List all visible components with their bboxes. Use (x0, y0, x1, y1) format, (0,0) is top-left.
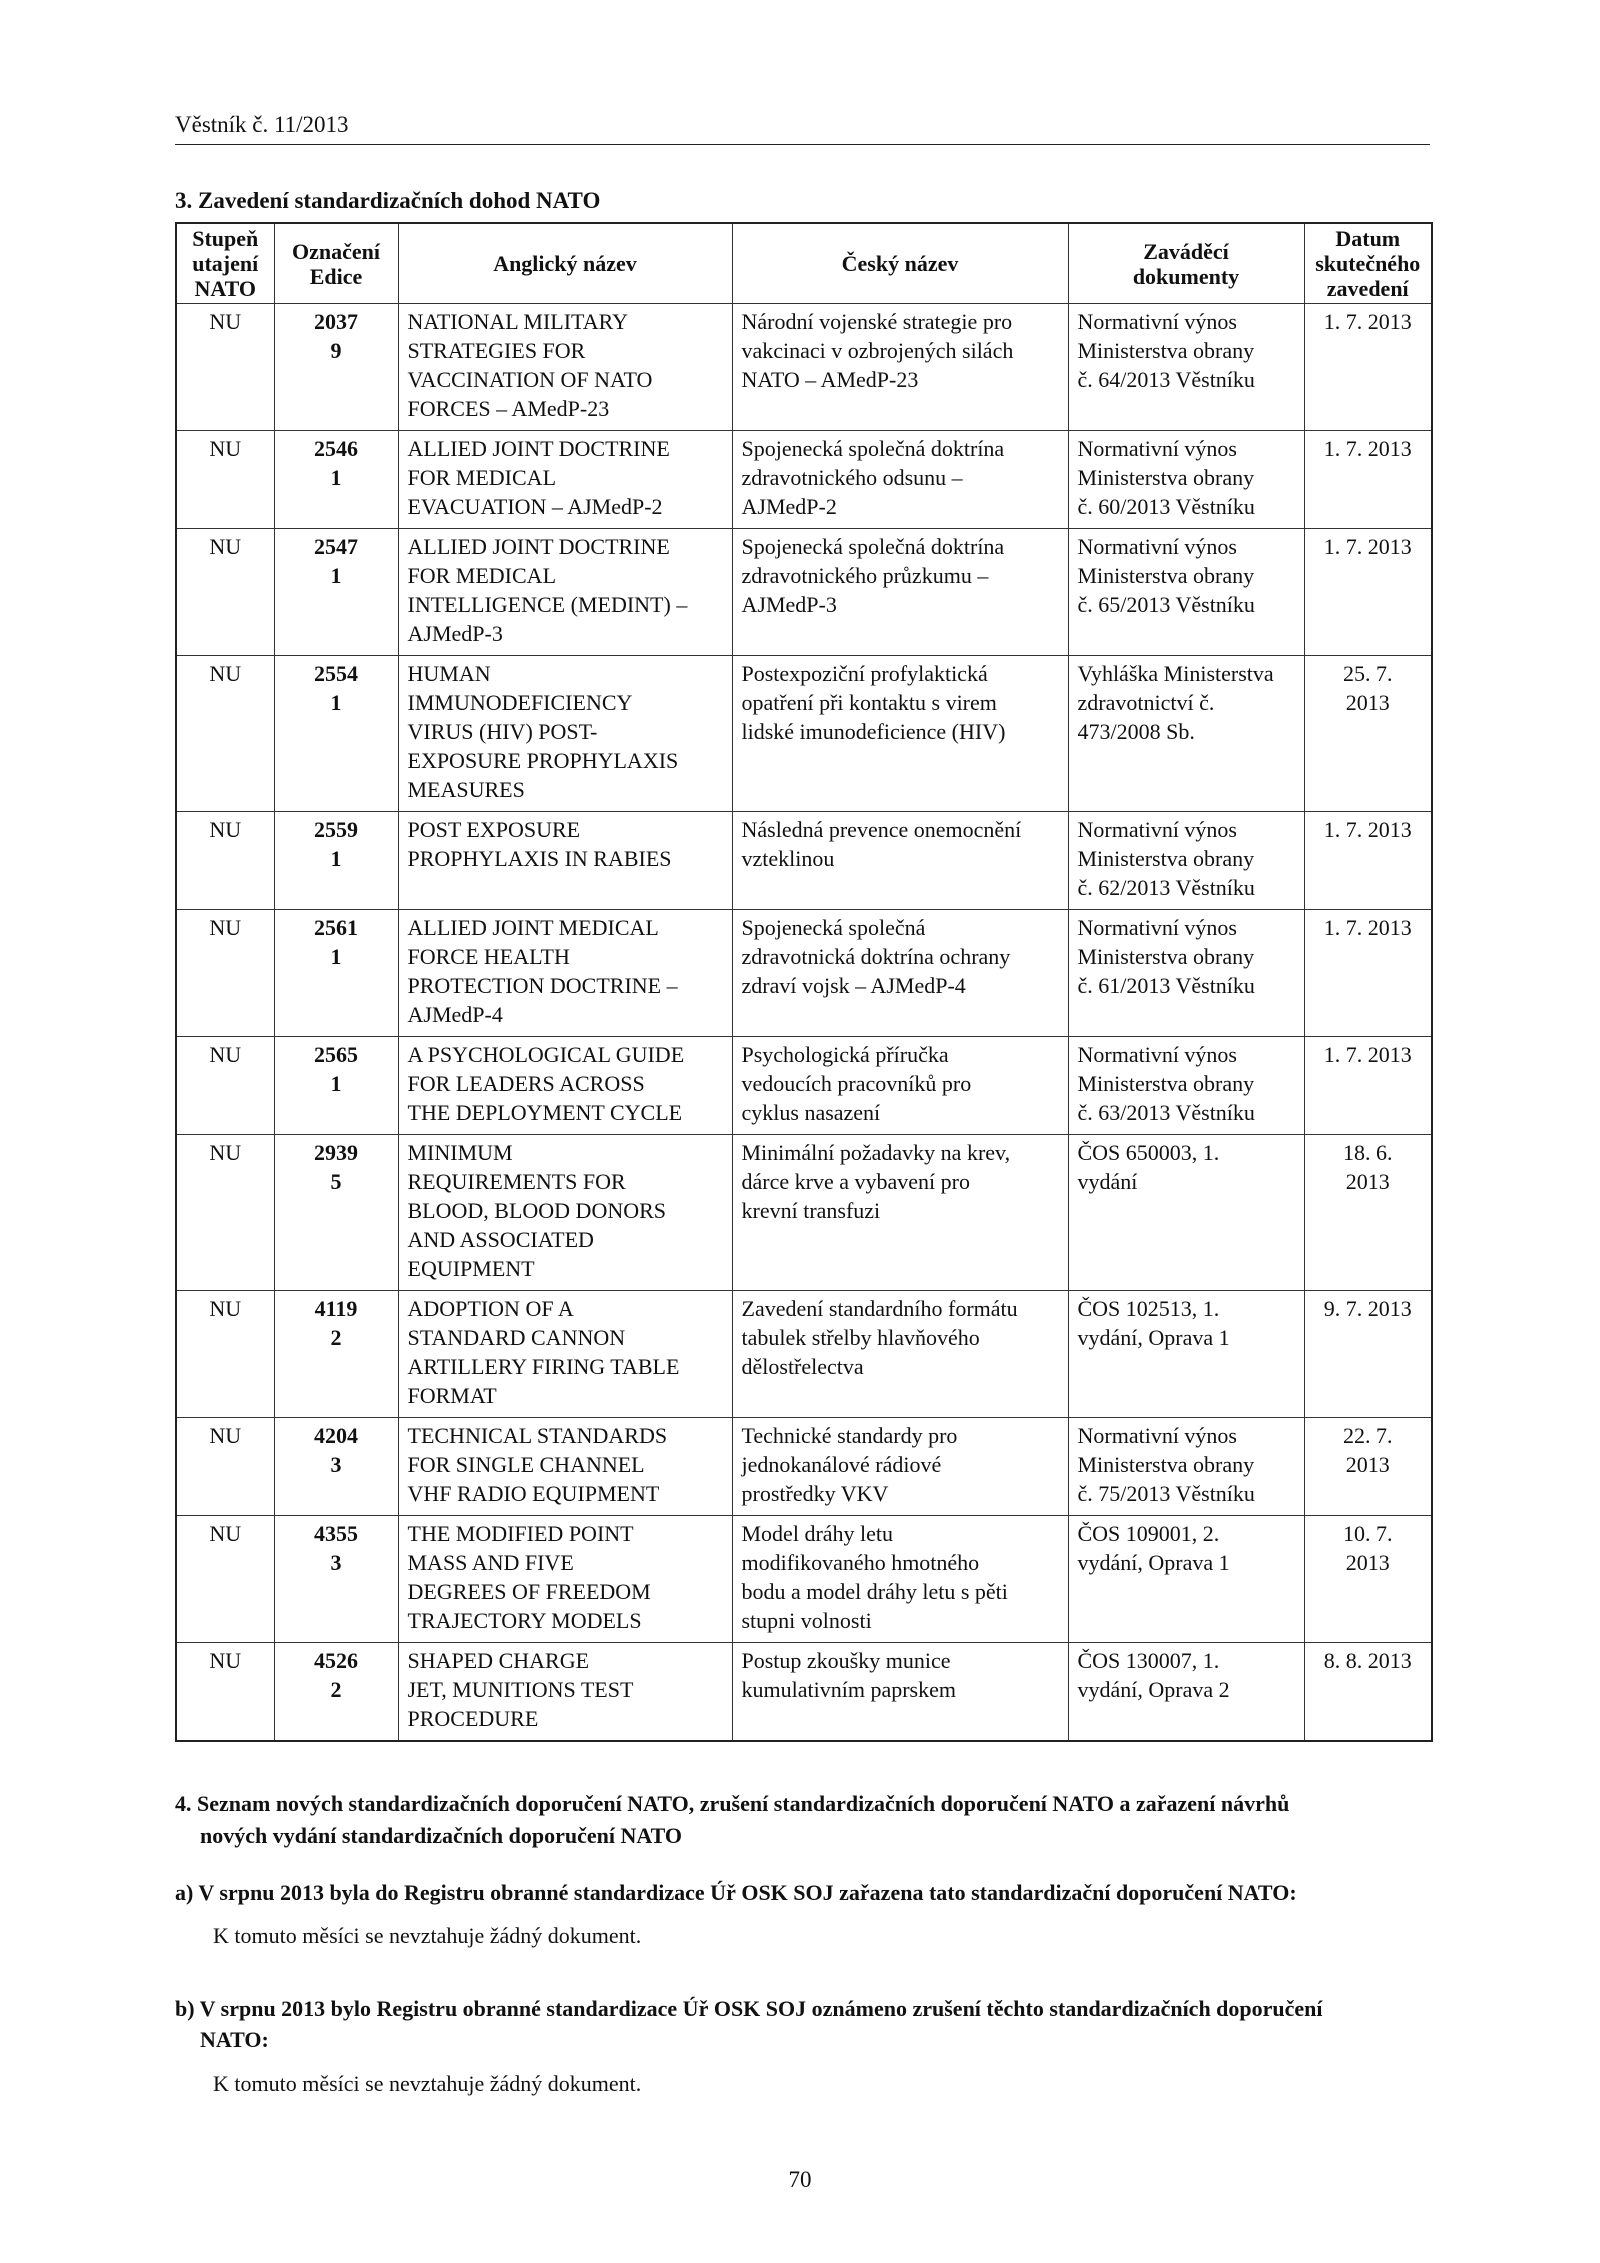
cell-date (1304, 1135, 1432, 1291)
cell-documents-line: č. 75/2013 Věstníku (1077, 1481, 1255, 1506)
cell-english-name-line: MEASURES (407, 777, 525, 802)
cell-czech-name-line: modifikovaného hmotného (741, 1550, 980, 1575)
cell-documents (1068, 304, 1304, 431)
table-row (176, 656, 1432, 812)
cell-edition-number: 4119 (314, 1296, 358, 1321)
cell-documents-line: Ministerstva obrany (1077, 944, 1255, 969)
cell-documents-line: ČOS 130007, 1. (1077, 1648, 1220, 1673)
cell-edition-edition: 2 (330, 1677, 342, 1702)
cell-edition-edition: 1 (330, 944, 342, 969)
cell-documents-line: Ministerstva obrany (1077, 338, 1255, 363)
cell-classification-level: NU (209, 1648, 242, 1673)
cell-english-name-line: ADOPTION OF A (407, 1296, 574, 1321)
cell-english-name-line: FOR MEDICAL (407, 563, 557, 588)
header-czech-name-line: Český název (841, 251, 959, 276)
cell-edition-number: 4204 (314, 1423, 358, 1448)
cell-date-line: 22. 7. (1343, 1423, 1393, 1448)
cell-english-name-line: FOR LEADERS ACROSS (407, 1071, 645, 1096)
cell-documents-line: zdravotnictví č. (1077, 690, 1215, 715)
subsection-b-text: K tomuto měsíci se nevztahuje žádný dokument. (213, 2071, 642, 2096)
cell-date-line: 1. 7. 2013 (1323, 915, 1412, 940)
cell-czech-name-line: vedoucích pracovníků pro (741, 1071, 972, 1096)
cell-english-name (398, 910, 732, 1037)
cell-english-name-line: TRAJECTORY MODELS (407, 1608, 642, 1633)
cell-edition (274, 1291, 398, 1418)
cell-czech-name-line: jednokanálové rádiové (741, 1452, 942, 1477)
cell-edition (274, 431, 398, 529)
cell-classification-level: NU (209, 1296, 242, 1321)
running-header (175, 112, 1430, 145)
table-row (176, 304, 1432, 431)
cell-english-name-line: FOR MEDICAL (407, 465, 557, 490)
page-number: 70 (788, 2167, 812, 2192)
header-date-line: Datum (1335, 226, 1401, 251)
cell-czech-name (732, 1291, 1068, 1418)
cell-classification (176, 910, 274, 1037)
cell-documents-line: Normativní výnos (1077, 309, 1237, 334)
cell-english-name (398, 1291, 732, 1418)
cell-czech-name-line: cyklus nasazení (741, 1100, 881, 1125)
cell-czech-name-line: zdravotnická doktrína ochrany (741, 944, 1011, 969)
section-4-title (175, 1788, 1433, 1852)
cell-czech-name-line: Spojenecká společná doktrína (741, 534, 1005, 559)
cell-english-name-line: MASS AND FIVE (407, 1550, 574, 1575)
cell-english-name-line: THE MODIFIED POINT (407, 1521, 634, 1546)
cell-english-name-line: VIRUS (HIV) POST- (407, 719, 598, 744)
cell-czech-name-line: krevní transfuzi (741, 1198, 881, 1223)
cell-czech-name-line: Minimální požadavky na krev, (741, 1140, 1011, 1165)
cell-documents-line: 473/2008 Sb. (1077, 719, 1195, 744)
cell-czech-name-line: Postexpoziční profylaktická (741, 661, 988, 686)
table-header-row (176, 223, 1432, 304)
cell-date (1304, 910, 1432, 1037)
cell-classification-level: NU (209, 1521, 242, 1546)
cell-classification-level: NU (209, 1423, 242, 1448)
subsection-b-title (175, 1993, 1433, 2055)
cell-czech-name-line: vzteklinou (741, 846, 835, 871)
cell-english-name (398, 1135, 732, 1291)
cell-date-line: 1. 7. 2013 (1323, 436, 1412, 461)
cell-czech-name-line: prostředky VKV (741, 1481, 889, 1506)
cell-czech-name (732, 656, 1068, 812)
cell-english-name-line: TECHNICAL STANDARDS (407, 1423, 668, 1448)
cell-classification-level: NU (209, 309, 242, 334)
cell-documents-line: č. 63/2013 Věstníku (1077, 1100, 1255, 1125)
cell-date-line: 9. 7. 2013 (1323, 1296, 1412, 1321)
cell-english-name-line: STANDARD CANNON (407, 1325, 626, 1350)
cell-edition-number: 2561 (314, 915, 358, 940)
cell-english-name-line: FOR SINGLE CHANNEL (407, 1452, 645, 1477)
cell-date (1304, 529, 1432, 656)
cell-date-line: 1. 7. 2013 (1323, 534, 1412, 559)
cell-documents-line: ČOS 102513, 1. (1077, 1296, 1220, 1321)
nato-stanag-table (175, 222, 1433, 1742)
table-row (176, 910, 1432, 1037)
cell-documents-line: Normativní výnos (1077, 534, 1237, 559)
cell-classification-level: NU (209, 817, 242, 842)
cell-classification (176, 1643, 274, 1742)
cell-date-line: 1. 7. 2013 (1323, 309, 1412, 334)
cell-english-name-line: ALLIED JOINT MEDICAL (407, 915, 659, 940)
cell-documents-line: č. 62/2013 Věstníku (1077, 875, 1255, 900)
cell-edition-edition: 5 (330, 1169, 342, 1194)
cell-documents-line: Normativní výnos (1077, 436, 1237, 461)
cell-english-name-line: AJMedP-4 (407, 1002, 503, 1027)
cell-english-name (398, 431, 732, 529)
cell-classification (176, 431, 274, 529)
cell-english-name-line: REQUIREMENTS FOR (407, 1169, 626, 1194)
cell-english-name-line: NATIONAL MILITARY (407, 309, 628, 334)
cell-czech-name-line: NATO – AMedP-23 (741, 367, 919, 392)
cell-edition-number: 2547 (314, 534, 358, 559)
cell-english-name-line: PROTECTION DOCTRINE – (407, 973, 678, 998)
cell-date (1304, 1418, 1432, 1516)
cell-documents (1068, 1291, 1304, 1418)
cell-documents-line: Ministerstva obrany (1077, 563, 1255, 588)
cell-edition-edition: 9 (330, 338, 342, 363)
cell-english-name-line: POST EXPOSURE (407, 817, 581, 842)
cell-edition-number: 4355 (314, 1521, 358, 1546)
table-row (176, 1135, 1432, 1291)
cell-edition-edition: 2 (330, 1325, 342, 1350)
cell-edition-number: 4526 (314, 1648, 358, 1673)
header-english-name (398, 223, 732, 304)
cell-documents-line: Normativní výnos (1077, 1423, 1237, 1448)
cell-english-name (398, 812, 732, 910)
cell-edition (274, 1516, 398, 1643)
cell-documents (1068, 1643, 1304, 1742)
cell-edition (274, 529, 398, 656)
journal-title: Věstník č. 11/2013 (175, 112, 349, 137)
cell-czech-name (732, 812, 1068, 910)
cell-czech-name-line: Národní vojenské strategie pro (741, 309, 1013, 334)
cell-english-name (398, 1516, 732, 1643)
cell-classification (176, 1135, 274, 1291)
cell-english-name-line: EXPOSURE PROPHYLAXIS (407, 748, 679, 773)
cell-english-name-line: AJMedP-3 (407, 621, 503, 646)
header-edition (274, 223, 398, 304)
cell-edition (274, 304, 398, 431)
cell-documents (1068, 656, 1304, 812)
cell-classification (176, 812, 274, 910)
table-row (176, 812, 1432, 910)
cell-czech-name-line: Technické standardy pro (741, 1423, 958, 1448)
header-czech-name (732, 223, 1068, 304)
cell-classification (176, 1037, 274, 1135)
table-row (176, 529, 1432, 656)
cell-classification (176, 1291, 274, 1418)
cell-english-name-line: VACCINATION OF NATO (407, 367, 653, 392)
cell-czech-name-line: Zavedení standardního formátu (741, 1296, 1018, 1321)
cell-date-line: 8. 8. 2013 (1323, 1648, 1412, 1673)
cell-czech-name (732, 1643, 1068, 1742)
cell-english-name (398, 656, 732, 812)
cell-documents-line: Normativní výnos (1077, 817, 1237, 842)
cell-czech-name-line: dělostřelectva (741, 1354, 864, 1379)
cell-english-name-line: JET, MUNITIONS TEST (407, 1677, 634, 1702)
cell-english-name (398, 1643, 732, 1742)
cell-czech-name-line: Spojenecká společná doktrína (741, 436, 1005, 461)
header-date-line: zavedení (1326, 276, 1409, 301)
cell-edition-edition: 1 (330, 1071, 342, 1096)
header-edition-line: Označení (292, 238, 380, 264)
cell-date (1304, 304, 1432, 431)
cell-edition-number: 2559 (314, 817, 358, 842)
cell-edition (274, 1135, 398, 1291)
header-level (176, 223, 274, 304)
cell-documents-line: č. 64/2013 Věstníku (1077, 367, 1255, 392)
cell-edition-number: 2939 (314, 1140, 358, 1165)
header-level-line: utajení (192, 251, 259, 276)
cell-czech-name (732, 1135, 1068, 1291)
cell-english-name-line: FORCES – AMedP-23 (407, 396, 610, 421)
cell-documents-line: vydání, Oprava 2 (1077, 1677, 1230, 1702)
header-documents-line: Zaváděcí (1143, 238, 1229, 264)
cell-czech-name-line: vakcinaci v ozbrojených silách (741, 338, 1014, 363)
cell-english-name-line: MINIMUM (407, 1140, 513, 1165)
cell-english-name (398, 1037, 732, 1135)
header-level-line: Stupeň (192, 226, 259, 251)
cell-edition-edition: 1 (330, 846, 342, 871)
cell-czech-name-line: Následná prevence onemocnění (741, 817, 1022, 842)
cell-documents-line: Normativní výnos (1077, 915, 1237, 940)
cell-english-name-line: INTELLIGENCE (MEDINT) – (407, 592, 688, 617)
header-date (1304, 223, 1432, 304)
cell-edition-number: 2554 (314, 661, 358, 686)
cell-edition (274, 1418, 398, 1516)
cell-czech-name-line: tabulek střelby hlavňového (741, 1325, 980, 1350)
cell-documents-line: Normativní výnos (1077, 1042, 1237, 1067)
header-edition-line: Edice (309, 263, 363, 289)
cell-documents-line: č. 65/2013 Věstníku (1077, 592, 1255, 617)
cell-english-name-line: EQUIPMENT (407, 1256, 535, 1281)
section-3-title: 3. Zavedení standardizačních dohod NATO (175, 188, 601, 213)
cell-english-name-line: ALLIED JOINT DOCTRINE (407, 436, 670, 461)
cell-czech-name (732, 1037, 1068, 1135)
cell-czech-name-line: kumulativním paprskem (741, 1677, 956, 1702)
cell-documents (1068, 431, 1304, 529)
cell-english-name (398, 1418, 732, 1516)
header-english-name-line: Anglický název (493, 251, 637, 276)
cell-date (1304, 656, 1432, 812)
section-4-title-line-1: 4. Seznam nových standardizačních doporučení NATO, zrušení standardizačních doporučení NATO a zařazení návrhů (175, 1791, 1290, 1816)
table-row (176, 1418, 1432, 1516)
cell-classification-level: NU (209, 1042, 242, 1067)
cell-documents (1068, 1418, 1304, 1516)
cell-czech-name-line: bodu a model dráhy letu s pěti (741, 1579, 1008, 1604)
cell-classification (176, 656, 274, 812)
cell-edition-number: 2037 (314, 309, 358, 334)
cell-czech-name-line: lidské imunodeficience (HIV) (741, 719, 1006, 744)
subsection-a-text: K tomuto měsíci se nevztahuje žádný dokument. (213, 1923, 642, 1948)
cell-edition-edition: 3 (330, 1550, 342, 1575)
cell-edition (274, 1037, 398, 1135)
cell-czech-name-line: Spojenecká společná (741, 915, 926, 940)
cell-date-line: 2013 (1345, 1169, 1390, 1194)
header-date-line: skutečného (1315, 251, 1421, 276)
cell-documents (1068, 529, 1304, 656)
cell-czech-name (732, 1516, 1068, 1643)
cell-english-name-line: FORMAT (407, 1383, 497, 1408)
cell-czech-name-line: zdraví vojsk – AJMedP-4 (741, 973, 966, 998)
cell-czech-name-line: zdravotnického odsunu – (741, 465, 963, 490)
cell-classification (176, 529, 274, 656)
cell-edition (274, 1643, 398, 1742)
cell-czech-name-line: Model dráhy letu (741, 1521, 894, 1546)
cell-date-line: 2013 (1345, 1452, 1390, 1477)
cell-english-name-line: IMMUNODEFICIENCY (407, 690, 633, 715)
cell-documents (1068, 1516, 1304, 1643)
cell-documents (1068, 1037, 1304, 1135)
cell-english-name-line: EVACUATION – AJMedP-2 (407, 494, 663, 519)
cell-english-name-line: THE DEPLOYMENT CYCLE (407, 1100, 683, 1125)
subsection-a-title: a) V srpnu 2013 byla do Registru obranné standardizace Úř OSK SOJ zařazena tato standardizační doporučení NATO: (175, 1880, 1297, 1905)
cell-classification (176, 1418, 274, 1516)
cell-czech-name-line: zdravotnického průzkumu – (741, 563, 989, 588)
cell-english-name-line: SHAPED CHARGE (407, 1648, 590, 1673)
table-row (176, 431, 1432, 529)
cell-documents-line: Ministerstva obrany (1077, 846, 1255, 871)
cell-date-line: 2013 (1345, 690, 1390, 715)
cell-edition (274, 656, 398, 812)
cell-czech-name-line: Psychologická příručka (741, 1042, 949, 1067)
cell-czech-name-line: AJMedP-2 (741, 494, 837, 519)
cell-czech-name-line: stupni volnosti (741, 1608, 872, 1633)
cell-czech-name (732, 1418, 1068, 1516)
cell-edition (274, 910, 398, 1037)
cell-documents (1068, 812, 1304, 910)
cell-date-line: 10. 7. (1343, 1521, 1393, 1546)
cell-date-line: 25. 7. (1343, 661, 1393, 686)
cell-date (1304, 1291, 1432, 1418)
subsection-b-title-line-2: NATO: (200, 2027, 269, 2052)
cell-documents-line: vydání (1077, 1169, 1138, 1194)
cell-english-name-line: FORCE HEALTH (407, 944, 570, 969)
cell-english-name-line: DEGREES OF FREEDOM (407, 1579, 651, 1604)
cell-edition-edition: 1 (330, 465, 342, 490)
cell-english-name-line: STRATEGIES FOR (407, 338, 586, 363)
table-row (176, 1291, 1432, 1418)
cell-classification-level: NU (209, 1140, 242, 1165)
cell-english-name-line: VHF RADIO EQUIPMENT (407, 1481, 660, 1506)
cell-documents-line: ČOS 650003, 1. (1077, 1140, 1220, 1165)
cell-documents-line: Ministerstva obrany (1077, 1071, 1255, 1096)
cell-english-name-line: HUMAN (407, 661, 491, 686)
cell-czech-name (732, 431, 1068, 529)
cell-date (1304, 1037, 1432, 1135)
cell-documents-line: vydání, Oprava 1 (1077, 1325, 1230, 1350)
cell-czech-name-line: opatření při kontaktu s virem (741, 690, 997, 715)
cell-english-name-line: A PSYCHOLOGICAL GUIDE (407, 1042, 685, 1067)
cell-documents-line: Ministerstva obrany (1077, 465, 1255, 490)
table-row (176, 1037, 1432, 1135)
cell-czech-name-line: Postup zkoušky munice (741, 1648, 951, 1673)
cell-czech-name (732, 304, 1068, 431)
table-row (176, 1643, 1432, 1742)
table-body (176, 304, 1432, 1742)
cell-date-line: 18. 6. (1343, 1140, 1393, 1165)
cell-documents-line: Ministerstva obrany (1077, 1452, 1255, 1477)
cell-classification-level: NU (209, 661, 242, 686)
cell-english-name-line: PROPHYLAXIS IN RABIES (407, 846, 672, 871)
cell-english-name (398, 529, 732, 656)
cell-documents (1068, 910, 1304, 1037)
cell-english-name-line: BLOOD, BLOOD DONORS (407, 1198, 667, 1223)
cell-date-line: 2013 (1345, 1550, 1390, 1575)
cell-date (1304, 431, 1432, 529)
cell-edition-edition: 1 (330, 690, 342, 715)
cell-czech-name-line: AJMedP-3 (741, 592, 837, 617)
cell-classification-level: NU (209, 534, 242, 559)
cell-date-line: 1. 7. 2013 (1323, 1042, 1412, 1067)
section-4-title-line-2: nových vydání standardizačních doporučení NATO (200, 1823, 683, 1848)
cell-czech-name (732, 529, 1068, 656)
cell-documents-line: č. 61/2013 Věstníku (1077, 973, 1255, 998)
header-level-line: NATO (194, 276, 257, 301)
cell-date (1304, 812, 1432, 910)
cell-czech-name (732, 910, 1068, 1037)
cell-date (1304, 1643, 1432, 1742)
cell-classification-level: NU (209, 915, 242, 940)
cell-documents-line: Vyhláška Ministerstva (1077, 661, 1274, 686)
cell-documents-line: ČOS 109001, 2. (1077, 1521, 1220, 1546)
header-documents-line: dokumenty (1132, 263, 1240, 289)
cell-edition-edition: 1 (330, 563, 342, 588)
cell-classification (176, 1516, 274, 1643)
cell-edition-edition: 3 (330, 1452, 342, 1477)
cell-documents-line: č. 60/2013 Věstníku (1077, 494, 1255, 519)
cell-czech-name-line: dárce krve a vybavení pro (741, 1169, 970, 1194)
table-row (176, 1516, 1432, 1643)
cell-english-name-line: PROCEDURE (407, 1706, 539, 1731)
cell-date-line: 1. 7. 2013 (1323, 817, 1412, 842)
cell-edition (274, 812, 398, 910)
cell-english-name-line: AND ASSOCIATED (407, 1227, 594, 1252)
cell-date (1304, 1516, 1432, 1643)
cell-classification (176, 304, 274, 431)
cell-english-name (398, 304, 732, 431)
header-documents (1068, 223, 1304, 304)
cell-documents (1068, 1135, 1304, 1291)
cell-edition-number: 2546 (314, 436, 358, 461)
cell-english-name-line: ARTILLERY FIRING TABLE (407, 1354, 680, 1379)
cell-edition-number: 2565 (314, 1042, 358, 1067)
cell-classification-level: NU (209, 436, 242, 461)
subsection-b-title-line-1: b) V srpnu 2013 bylo Registru obranné standardizace Úř OSK SOJ oznámeno zrušení těchto standardizačních doporučení (175, 1996, 1323, 2021)
cell-english-name-line: ALLIED JOINT DOCTRINE (407, 534, 670, 559)
cell-documents-line: vydání, Oprava 1 (1077, 1550, 1230, 1575)
